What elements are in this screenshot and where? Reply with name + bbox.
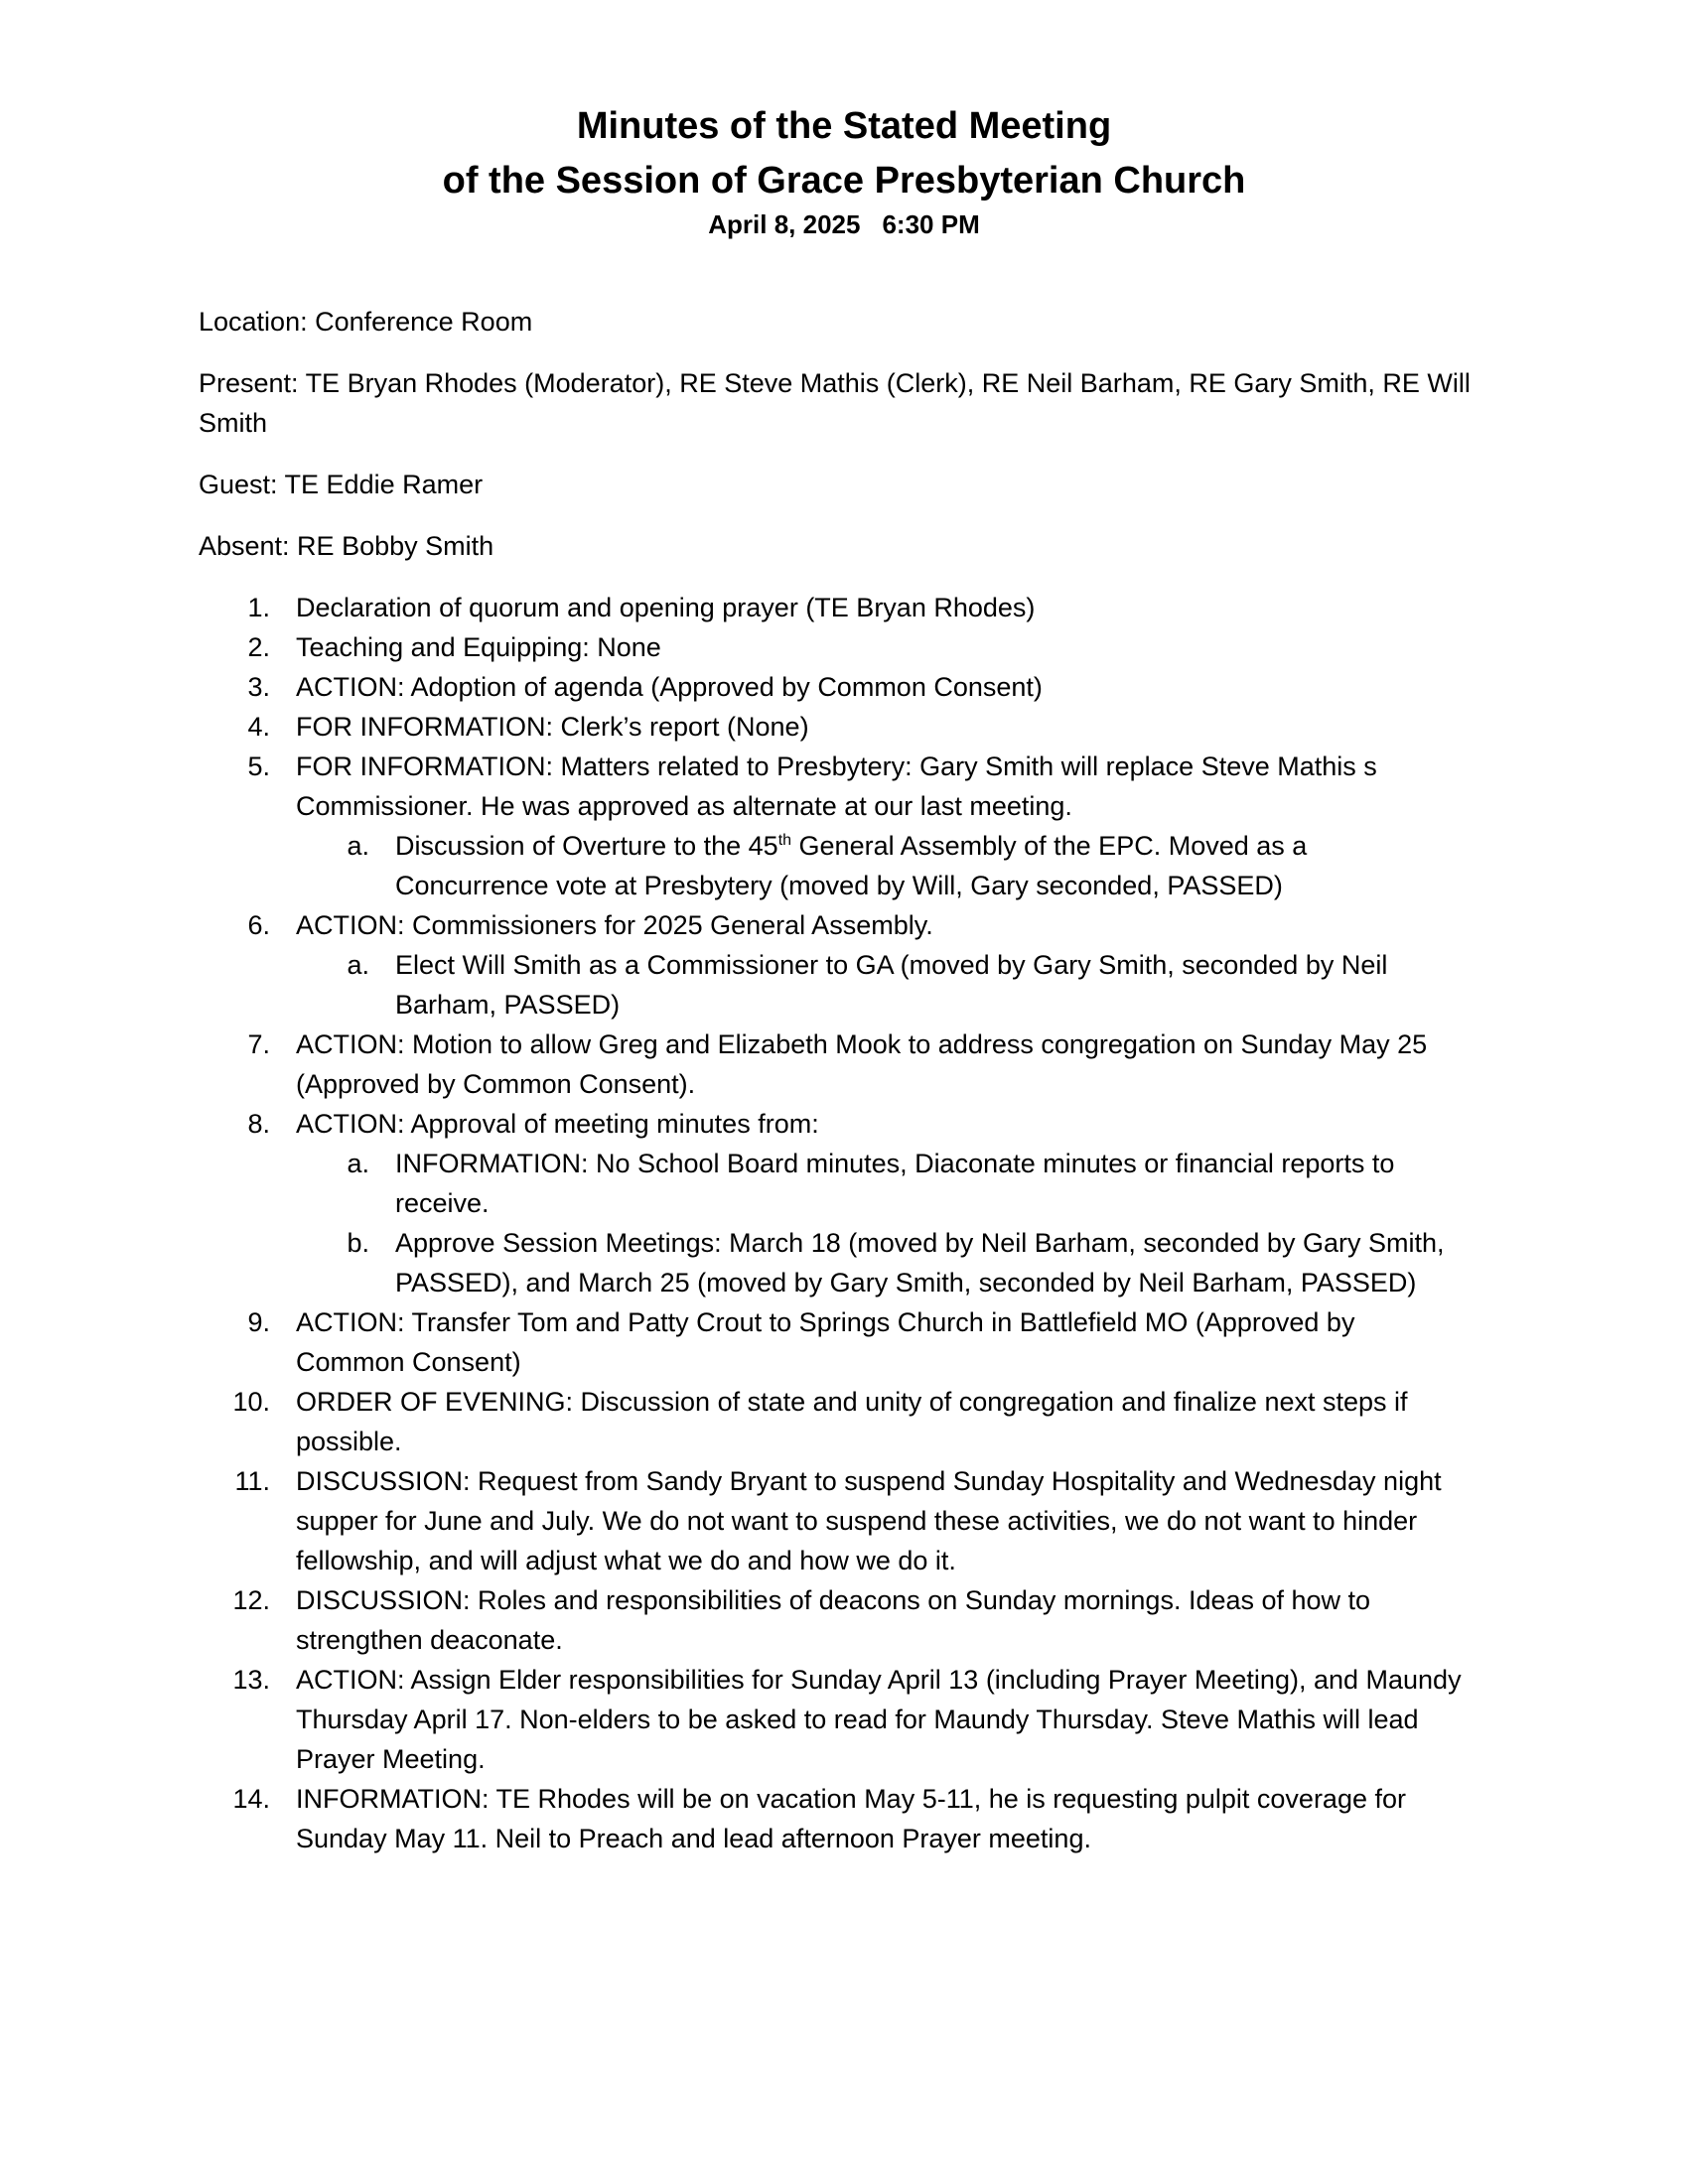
item-number: 5. [247, 751, 270, 781]
item-number: a. [347, 831, 369, 861]
item-number: 10. [232, 1387, 270, 1417]
item-text: ACTION: Approval of meeting minutes from: [296, 1109, 819, 1139]
location-line: Location: Conference Room [199, 307, 533, 337]
item-text: Declaration of quorum and opening prayer (TE Bryan Rhodes) [296, 593, 1036, 622]
item-number: 7. [247, 1029, 270, 1059]
item-number: 3. [247, 672, 270, 702]
title-line-2: of the Session of Grace Presbyterian Church [442, 160, 1246, 202]
item-number: 2. [247, 632, 270, 662]
item-number: 11. [234, 1466, 270, 1496]
item-number: 9. [247, 1307, 270, 1337]
item-text: DISCUSSION: Request from Sandy Bryant to suspend Sunday Hospitality and Wednesday night supper for June and July. We do not want to suspend these activities, we do not want to hinder fellowship, and will adjust what we do and how we do it. [296, 1466, 1442, 1575]
item-number: 4. [247, 712, 270, 742]
item-text: DISCUSSION: Roles and responsibilities of deacons on Sunday mornings. Ideas of how to strengthen deaconate. [296, 1585, 1371, 1655]
item-text: Elect Will Smith as a Commissioner to GA (moved by Gary Smith, seconded by Neil Barham, PASSED) [395, 950, 1388, 1020]
item-number: 8. [247, 1109, 270, 1139]
meeting-time: 6:30 PM [882, 209, 980, 239]
title-line-1: Minutes of the Stated Meeting [576, 105, 1112, 147]
meeting-date-time [0, 206, 1688, 242]
present-line: Present: TE Bryan Rhodes (Moderator), RE Steve Mathis (Clerk), RE Neil Barham, RE Gary Smith, RE Will Smith [199, 368, 1471, 438]
item-text: Discussion of Overture to the 45th General Assembly of the EPC. Moved as a Concurrence vote at Presbytery (moved by Will, Gary seconded, PASSED) [395, 831, 1308, 900]
item-text: ACTION: Assign Elder responsibilities for Sunday April 13 (including Prayer Meeting), and Maundy Thursday April 17. Non-elders to be asked to read for Maundy Thursday. Steve Mathis will lead Prayer Meeting. [296, 1665, 1462, 1774]
item-number: a. [347, 950, 369, 980]
item-number: 1. [247, 593, 270, 622]
item-text: Teaching and Equipping: None [296, 632, 661, 662]
item-number: b. [347, 1228, 369, 1258]
item-text: Approve Session Meetings: March 18 (moved by Neil Barham, seconded by Gary Smith, PASSED), and March 25 (moved by Gary Smith, seconded by Neil Barham, PASSED) [395, 1228, 1445, 1297]
item-text: ACTION: Adoption of agenda (Approved by Common Consent) [296, 672, 1043, 702]
item-number: 13. [232, 1665, 270, 1695]
item-text: INFORMATION: TE Rhodes will be on vacation May 5-11, he is requesting pulpit coverage for Sunday May 11. Neil to Preach and lead afternoon Prayer meeting. [296, 1784, 1406, 1853]
item-text: ACTION: Transfer Tom and Patty Crout to Springs Church in Battlefield MO (Approved by Common Consent) [296, 1307, 1355, 1377]
item-text: ACTION: Commissioners for 2025 General Assembly. [296, 910, 933, 940]
item-text: INFORMATION: No School Board minutes, Diaconate minutes or financial reports to receive. [395, 1149, 1395, 1218]
absent-line: Absent: RE Bobby Smith [199, 531, 494, 561]
item-text: FOR INFORMATION: Matters related to Presbytery: Gary Smith will replace Steve Mathis s Commissioner. He was approved as alternate at our last meeting. [296, 751, 1377, 821]
guest-line: Guest: TE Eddie Ramer [199, 470, 484, 499]
item-text: FOR INFORMATION: Clerk’s report (None) [296, 712, 809, 742]
item-number: 6. [247, 910, 270, 940]
item-number: 12. [232, 1585, 270, 1615]
item-text: ORDER OF EVENING: Discussion of state and unity of congregation and finalize next steps if possible. [296, 1387, 1408, 1456]
item-number: 14. [232, 1784, 270, 1814]
meeting-date: April 8, 2025 [708, 209, 861, 239]
item-text: ACTION: Motion to allow Greg and Elizabeth Mook to address congregation on Sunday May 25 (Approved by Common Consent). [296, 1029, 1428, 1099]
item-number: a. [347, 1149, 369, 1178]
